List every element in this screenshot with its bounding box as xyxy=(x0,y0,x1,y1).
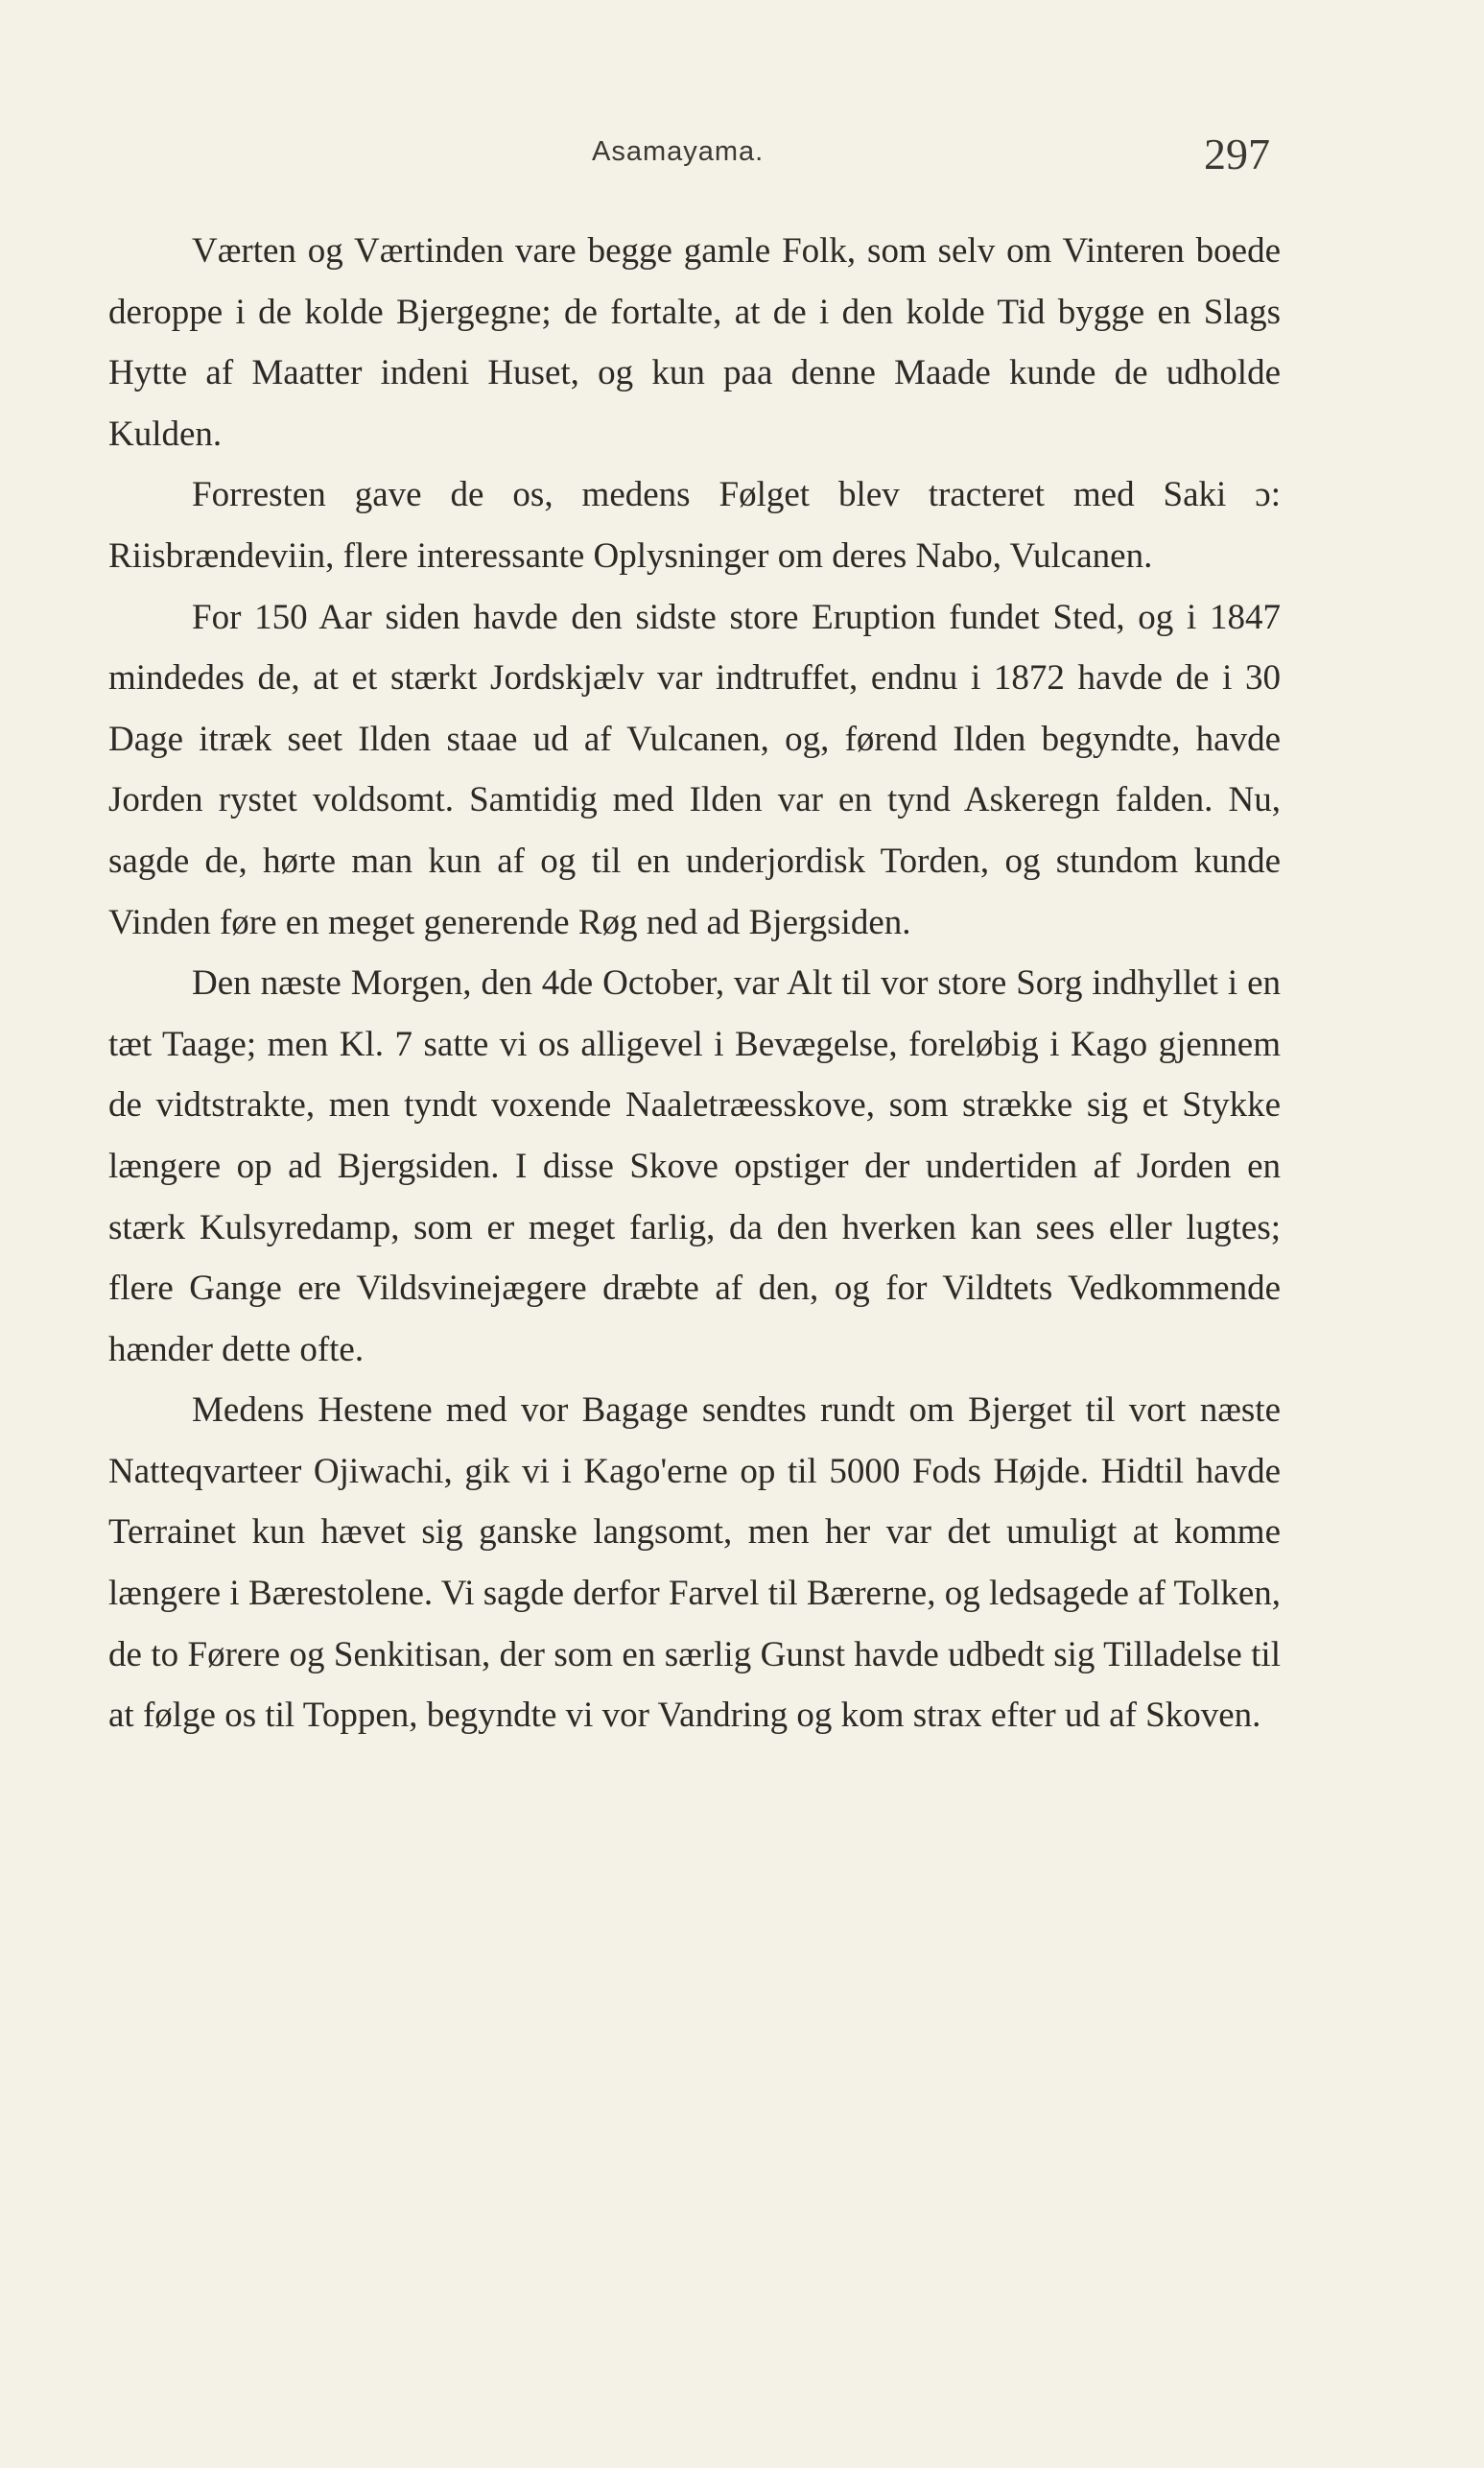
running-title: Asamayama. xyxy=(592,136,765,167)
paragraph-host-couple: Værten og Værtinden vare begge gamle Folk, som selv om Vinteren boede deroppe i de kolde Bjergegne; de fortalte, at de i den kolde Tid bygge en Slags Hytte af Maatter indeni Huset, og kun paa denne Maade kunde de udholde Kulden. xyxy=(108,231,1281,454)
body-text xyxy=(108,221,1281,1746)
page-number: 297 xyxy=(1204,130,1270,178)
running-head xyxy=(0,130,1484,178)
paragraph-eruption-history: For 150 Aar siden havde den sidste store Eruption fundet Sted, og i 1847 mindedes de, at et stærkt Jordskjælv var indtruffet, endnu i 1872 havde de i 30 Dage itræk seet Ilden staae ud af Vulcanen, og, førend Ilden begyndte, havde Jorden rystet voldsomt. Samtidig med Ilden var en tynd Askeregn falden. Nu, sagde de, hørte man kun af og til en underjordisk Torden, og stundom kunde Vinden føre en meget generende Røg ned ad Bjergsiden. xyxy=(108,597,1281,942)
paragraph-ascent: Medens Hestene med vor Bagage sendtes rundt om Bjerget til vort næste Natteqvarteer Ojiwachi, gik vi i Kago'erne op til 5000 Fods Højde. Hidtil havde Terrainet kun hævet sig ganske langsomt, men her var det umuligt at komme længere i Bærestolene. Vi sagde derfor Farvel til Bærerne, og ledsagede af Tolken, de to Førere og Senkitisan, der som en særlig Gunst havde udbedt sig Tilladelse til at følge os til Toppen, begyndte vi vor Vandring og kom strax efter ud af Skoven. xyxy=(108,1390,1281,1736)
paragraph-morning-departure: Den næste Morgen, den 4de October, var Alt til vor store Sorg indhyllet i en tæt Taage; men Kl. 7 satte vi os alligevel i Bevægelse, foreløbig i Kago gjennem de vidtstrakte, men tyndt voxende Naaletræesskove, som strække sig et Stykke længere op ad Bjergsiden. I disse Skove opstiger der undertiden af Jorden en stærk Kulsyredamp, som er meget farlig, da den hverken kan sees eller lugtes; flere Gange ere Vildsvinejægere dræbte af den, og for Vildtets Vedkommende hænder dette ofte. xyxy=(108,963,1281,1369)
paragraph-saki: Forresten gave de os, medens Følget blev tracteret med Saki ɔ: Riisbrændeviin, flere interessante Oplysninger om deres Nabo, Vulcanen. xyxy=(108,475,1281,576)
